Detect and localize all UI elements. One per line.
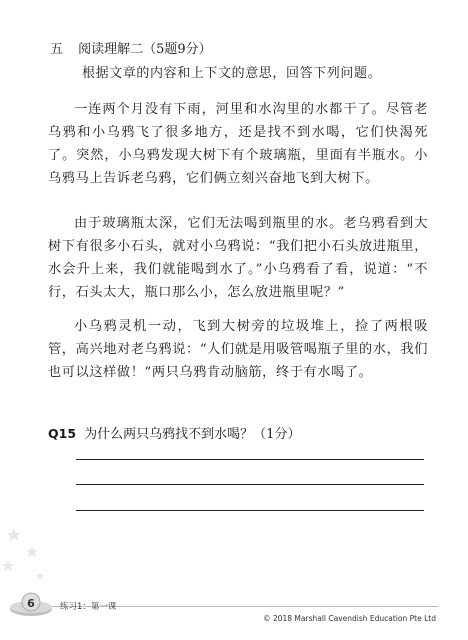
passage-paragraph-3: 小乌鸦灵机一动，飞到大树旁的垃圾堆上，捡了两根吸管，高兴地对老乌鸦说：“人们就是用吸管喝瓶子里的水，我们也可以这样做！”两只乌鸦肯动脑筋，终于有水喝了。 bbox=[48, 319, 428, 380]
question-q15 bbox=[48, 423, 300, 442]
section-instruction: 根据文章的内容和上下文的意思，回答下列问题。 bbox=[82, 66, 382, 81]
copyright-notice: © 2018 Marshall Cavendish Education Pte Ltd bbox=[263, 614, 436, 623]
question-text: 为什么两只乌鸦找不到水喝？（1分） bbox=[84, 427, 301, 442]
question-id: Q15 bbox=[48, 426, 77, 441]
answer-line-2[interactable] bbox=[76, 484, 424, 485]
section-title: 阅读理解二（5题9分） bbox=[78, 42, 212, 57]
section-heading bbox=[50, 38, 212, 57]
passage-paragraph-2: 由于玻璃瓶太深，它们无法喝到瓶里的水。老乌鸦看到大树下有很多小石头，就对小乌鸦说：“我们把小石头放进瓶里，水会升上来，我们就能喝到水了。”小乌鸦看了看，说道：“不行，石头太大，瓶口那么小，怎么放进瓶里呢？” bbox=[48, 216, 428, 300]
decorative-stars-icon bbox=[0, 520, 60, 600]
answer-line-1[interactable] bbox=[76, 459, 424, 460]
section-number: 五 bbox=[50, 42, 64, 57]
passage-paragraph-1: 一连两个月没有下雨，河里和水沟里的水都干了。尽管老乌鸦和小乌鸦飞了很多地方，还是找不到水喝，它们快渴死了。突然，小乌鸦发现大树下有个玻璃瓶，里面有半瓶水。小乌鸦马上告诉老乌鸦，它们俩立刻兴奋地飞到大树下。 bbox=[48, 102, 428, 186]
answer-line-3[interactable] bbox=[76, 510, 424, 511]
page-number: 6 bbox=[27, 597, 35, 610]
lesson-label: 练习1：第一课 bbox=[60, 602, 117, 612]
